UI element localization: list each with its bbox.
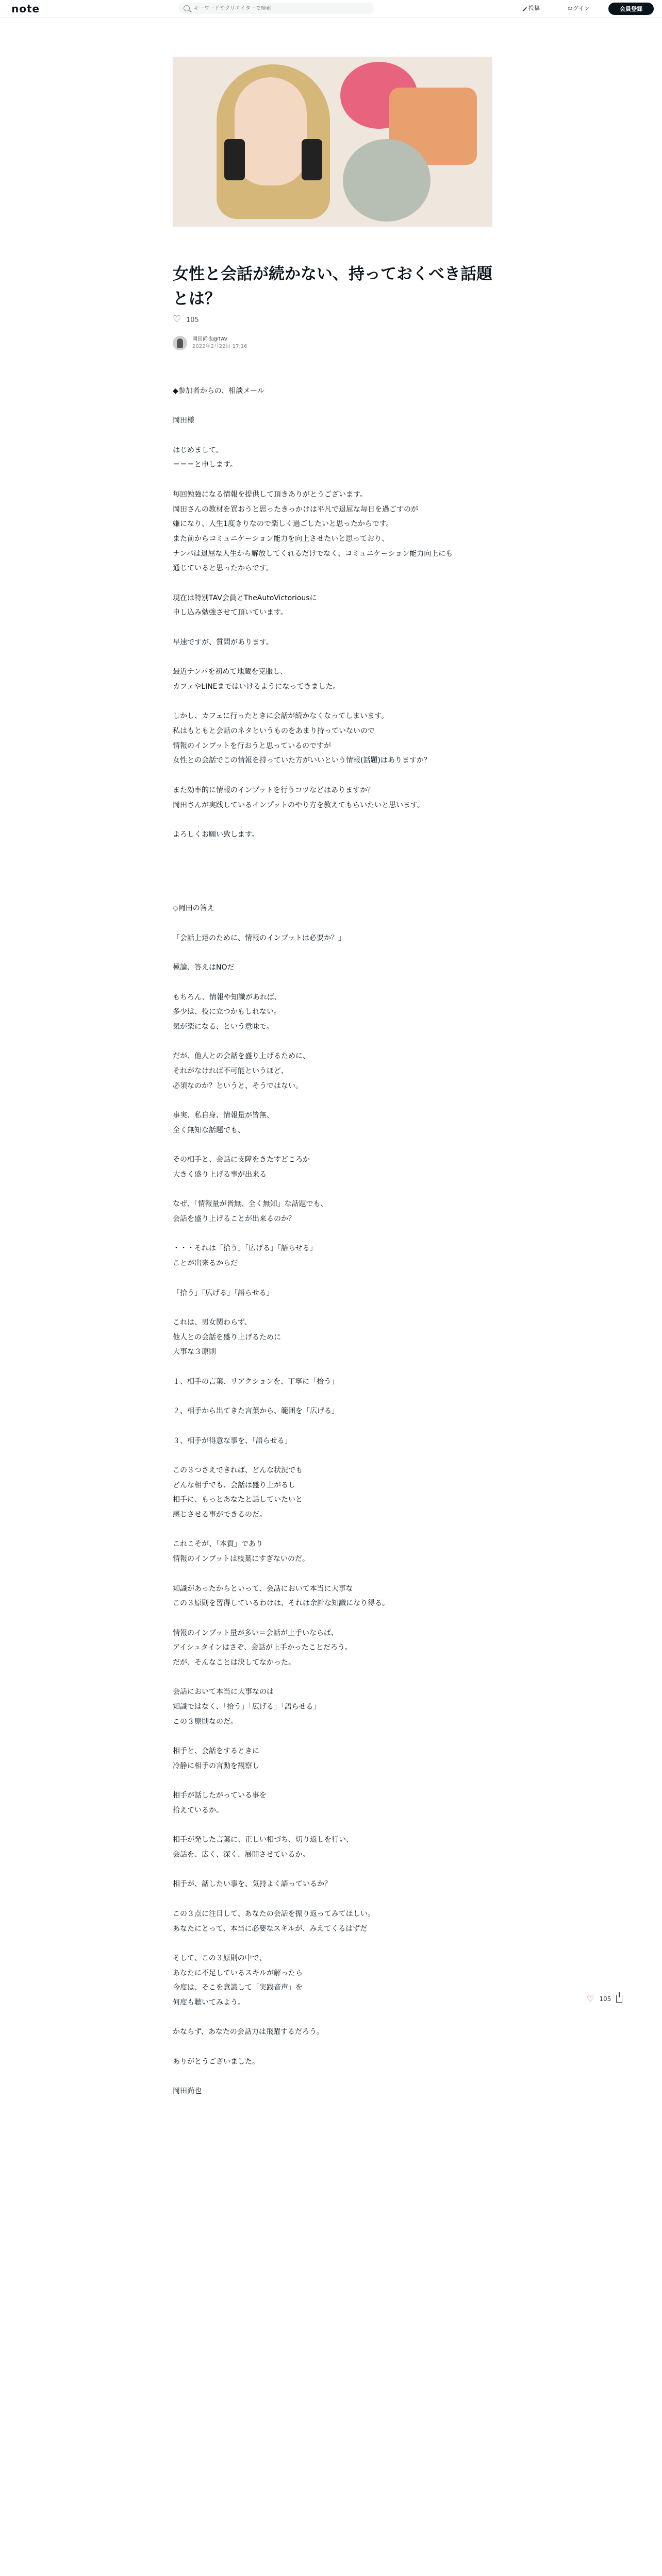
body-line: １、相手の言葉、リアクションを、丁寧に「拾う」 (173, 1377, 339, 1386)
body-line: 岡田さんが実践しているインプットのやり方を教えてもらいたいと思います。 (173, 801, 424, 809)
body-line: 情報のインプット量が多い＝会話が上手いならば、 (173, 1629, 339, 1637)
author-name[interactable]: 岡田尚也@TAV (192, 336, 228, 342)
body-line: ナンパは退屈な人生から解放してくれるだけでなく、コミュニケーション能力向上にも (173, 549, 453, 558)
body-line (173, 768, 492, 783)
body-line: もちろん、情報や知識があれば、 (173, 993, 282, 1002)
body-line (173, 946, 492, 961)
body-line: しかし、カフェに行ったときに会話が続かなくなってしまいます。 (173, 712, 389, 721)
like-count: 105 (186, 316, 199, 324)
body-line: 情報のインプットは枝葉にすぎないのだ。 (173, 1555, 310, 1564)
body-line: 情報のインプットを行おうと思っているのですが (173, 741, 332, 750)
floating-actions (587, 1994, 622, 2004)
phone-right (302, 139, 322, 180)
signup-button[interactable]: 会員登録 (608, 3, 654, 15)
body-line: どんな相手でも、会話は盛り上がるし (173, 1481, 295, 1489)
body-line (173, 857, 492, 872)
body-line: 知識があったからといって、会話において本当に大事な (173, 1584, 353, 1593)
phone-left (224, 139, 245, 180)
body-line (173, 694, 492, 709)
body-line (173, 1360, 492, 1375)
body-line: 嫌になり、人生1度きりなので楽しく過ごしたいと思ったからです。 (173, 520, 393, 529)
body-line (173, 1300, 492, 1315)
body-line (173, 1182, 492, 1197)
pen-icon (520, 4, 527, 11)
body-line: 申し込み勉強させて頂いています。 (173, 608, 288, 617)
body-line: 岡田様 (173, 416, 194, 425)
body-line (173, 2010, 492, 2025)
body-line (173, 1567, 492, 1582)
body-line: カフェやLINEまではいけるようになってきました。 (173, 682, 340, 691)
body-line: あなたに不足しているスキルが解ったら (173, 1969, 303, 1977)
body-line (173, 1419, 492, 1434)
body-line (173, 428, 492, 443)
article-body (173, 384, 492, 2099)
body-line: ◇岡田の答え (173, 904, 214, 913)
hero-image (173, 57, 492, 227)
body-line: 相手が話したがっている事を (173, 1791, 267, 1800)
body-line: 他人との会話を盛り上げるために (173, 1333, 281, 1342)
author-meta (192, 336, 247, 350)
body-line (173, 1670, 492, 1685)
body-line: また前からコミュニケーション能力を向上させたいと思っており、 (173, 534, 389, 543)
body-line: 岡田さんの教材を買おうと思ったきっかけは平凡で退屈な毎日を過ごすのが (173, 505, 418, 514)
body-line: 冷静に相手の言動を観察し (173, 1761, 259, 1770)
body-line (173, 1035, 492, 1049)
body-line: 極論、答えはNOだ (173, 963, 235, 972)
body-line: 私はもともと会話のネタというものをあまり持っていないので (173, 727, 375, 736)
body-line (173, 1093, 492, 1108)
body-line: ・・・それは「拾う」「広げる」「語らせる」 (173, 1244, 317, 1253)
body-line: この３原則なのだ。 (173, 1717, 238, 1726)
body-line: 相手と、会話をするときに (173, 1747, 259, 1756)
body-line: これこそが、「本質」であり (173, 1540, 263, 1549)
post-label: 投稿 (528, 5, 540, 11)
body-line (173, 1227, 492, 1242)
body-line: 気が楽になる、という意味で。 (173, 1022, 274, 1031)
heart-icon (173, 316, 181, 324)
body-line: はじめまして。 (173, 446, 223, 454)
body-line: なぜ、「情報量が皆無、全く無知」な話題でも、 (173, 1200, 328, 1209)
body-line: だが、そんなことは決してなかった。 (173, 1658, 295, 1667)
body-line: その相手と、会話に支障をきたすどころか (173, 1156, 310, 1164)
body-line: 「会話上達のために、情報のインプットは必要か？」 (173, 934, 346, 942)
body-line (173, 576, 492, 591)
body-line: 現在は特別TAV会員とTheAutoVictoriousに (173, 594, 317, 602)
publish-date: 2022年2月22日 17:16 (192, 344, 247, 349)
body-line (173, 1936, 492, 1951)
body-line: また効率的に情報のインプットを行うコツなどはありますか？ (173, 786, 375, 794)
body-line: 必須なのか？というと、そうではない。 (173, 1081, 303, 1090)
body-line: 「拾う」「広げる」「語らせる」 (173, 1289, 274, 1297)
body-line: 感じさせる事ができるのだ。 (173, 1511, 267, 1519)
post-button[interactable] (521, 4, 540, 12)
heart-icon[interactable]: ♡ (587, 1994, 594, 2004)
body-line: これは、男女関わらず、 (173, 1318, 252, 1327)
article-title: 女性と会話が続かない、持っておくべき話題とは？ (173, 265, 492, 308)
rail-like-count: 105 (599, 1995, 611, 2003)
body-line (173, 812, 492, 827)
body-line: ＝＝＝と申します。 (173, 461, 237, 469)
body-line (173, 1448, 492, 1463)
search-input[interactable] (194, 6, 364, 11)
grey-speech-bubble (343, 139, 431, 222)
body-line: 岡田尚也 (173, 2087, 202, 2096)
body-line (173, 1138, 492, 1153)
body-line: この３原則を習得しているわけは、それは余計な知識になり得る。 (173, 1599, 389, 1608)
body-line: 相手が、話したい事を、気持よく語っているか？ (173, 1880, 332, 1889)
body-line: 事実、私自身、情報量が皆無、 (173, 1111, 274, 1120)
body-line: この３点に注目して、あなたの会話を振り返ってみてほしい。 (173, 1909, 375, 1918)
body-line (173, 1774, 492, 1789)
body-line (173, 887, 492, 902)
body-line: だが、他人との会話を盛り上げるために、 (173, 1052, 310, 1061)
body-line: アイシュタインはさぞ、会話が上手かったことだろう。 (173, 1643, 352, 1652)
body-line (173, 872, 492, 887)
body-line: あなたにとって、本当に必要なスキルが、みえてくるはずだ (173, 1924, 368, 1933)
body-line (173, 2070, 492, 2084)
body-line (173, 472, 492, 487)
avatar[interactable] (173, 336, 187, 350)
body-line: かならず、あなたの会話力は飛躍するだろう。 (173, 2028, 324, 2037)
hero-face (235, 77, 307, 185)
body-line: 今度は、そこを意識して「実践音声」を (173, 1984, 303, 1992)
body-line: ３、相手が得意な事を、「語らせる」 (173, 1436, 292, 1445)
body-line (173, 620, 492, 635)
body-line: 大事な３原則 (173, 1348, 216, 1357)
body-line: 何度も聴いてみよう。 (173, 1998, 245, 2007)
note-logo[interactable]: note (11, 3, 40, 15)
search-icon (184, 5, 190, 11)
like-summary[interactable] (173, 316, 199, 324)
body-line: 通じていると思ったからです。 (173, 564, 273, 573)
body-line (173, 916, 492, 931)
body-line: 大きく盛り上げる事が出来る (173, 1170, 267, 1179)
body-line: 全く無知な話題でも、 (173, 1126, 245, 1134)
body-line (173, 1611, 492, 1626)
body-line: 最近ナンパを初めて地蔵を克服し、 (173, 668, 288, 676)
body-line: 女性との会話でこの情報を持っていた方がいいという情報(話題)はありますか？ (173, 756, 431, 765)
body-line: 拾えているか。 (173, 1806, 223, 1815)
body-line: それがなければ不可能というほど、 (173, 1067, 288, 1076)
body-line: 相手が発した言葉に、正しい相づち、切り返しを行い、 (173, 1836, 353, 1844)
body-line: ◆参加者からの、相談メール (173, 387, 264, 395)
share-icon[interactable] (616, 1995, 622, 2003)
body-line: ことが出来るからだ (173, 1259, 238, 1268)
body-line: 相手に、もっとあなたと話していたいと (173, 1496, 303, 1504)
body-line (173, 399, 492, 414)
body-line: 会話を盛り上げることが出来るのか？ (173, 1215, 295, 1224)
author-byline[interactable] (173, 336, 247, 350)
body-line (173, 1389, 492, 1404)
body-line (173, 1271, 492, 1286)
body-line (173, 1818, 492, 1833)
body-line: 毎回勉強になる情報を提供して頂きありがとうございます。 (173, 490, 367, 499)
body-line: 早速ですが、質問があります。 (173, 638, 273, 647)
body-line: 会話を、広く、深く、展開させているか。 (173, 1851, 310, 1859)
body-line (173, 2040, 492, 2055)
body-line: 多少は、役に立つかもしれない。 (173, 1008, 281, 1016)
body-line (173, 1730, 492, 1744)
body-line: この３つさえできれば、どんな状況でも (173, 1466, 303, 1475)
body-line: そして、この３原則の中で、 (173, 1954, 267, 1962)
body-line (173, 842, 492, 857)
body-line: よろしくお願い致します。 (173, 830, 259, 839)
body-line (173, 975, 492, 990)
search-bar[interactable] (178, 3, 374, 14)
body-line: ありがとうございました。 (173, 2057, 259, 2066)
body-line: ２、相手から出てきた言葉から、範囲を「広げる」 (173, 1407, 339, 1416)
body-line (173, 1522, 492, 1537)
body-line (173, 1862, 492, 1877)
login-link[interactable]: ログイン (567, 5, 590, 12)
body-line: 会話において本当に大事なのは (173, 1688, 274, 1697)
body-line (173, 1892, 492, 1907)
body-line (173, 650, 492, 665)
site-header (0, 0, 662, 18)
body-line: 知識ではなく、「拾う」「広げる」「語らせる」 (173, 1703, 321, 1711)
